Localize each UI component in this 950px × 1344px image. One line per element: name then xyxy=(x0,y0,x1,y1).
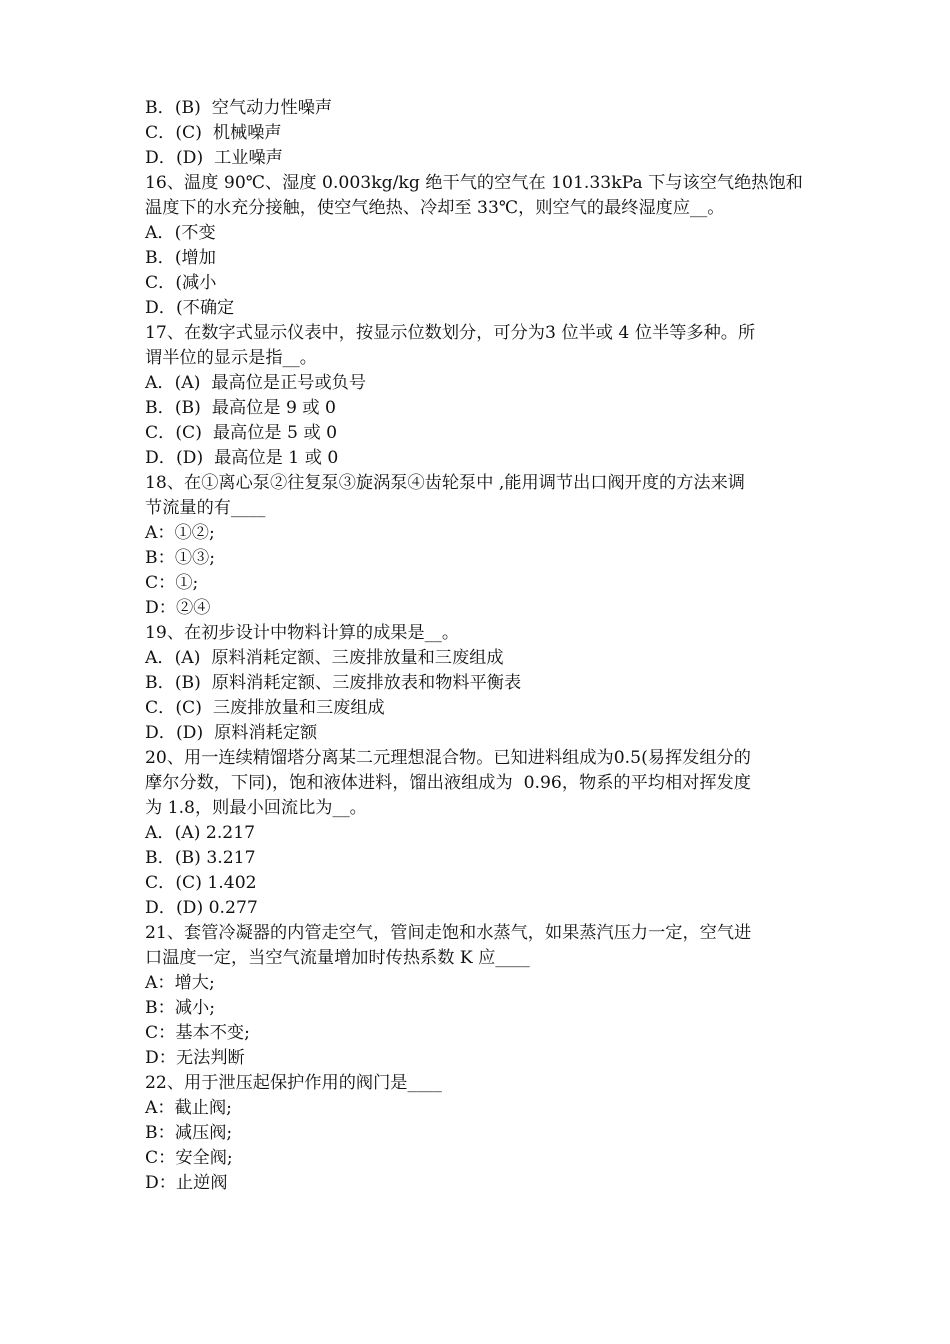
option-line: B：减小; xyxy=(145,998,215,1018)
option-line: A：①②; xyxy=(145,523,215,543)
option-line: D．(D) 0.277 xyxy=(145,898,258,918)
option-line: A：截止阀; xyxy=(145,1098,232,1118)
question-19-text: 19、在初步设计中物料计算的成果是__。 xyxy=(145,623,460,643)
option-line: C：安全阀; xyxy=(145,1148,233,1168)
question-21-text: 口温度一定，当空气流量增加时传热系数 K 应____ xyxy=(145,948,530,968)
question-17-text: 17、在数字式显示仪表中，按显示位数划分，可分为3 位半或 4 位半等多种。所 xyxy=(145,323,756,343)
option-line: A．(A) 原料消耗定额、三废排放量和三废组成 xyxy=(145,648,504,668)
option-line: B．(B) 最高位是 9 或 0 xyxy=(145,398,336,418)
option-line: C．(C) 1.402 xyxy=(145,873,257,893)
option-line: D．(D) 最高位是 1 或 0 xyxy=(145,448,339,468)
option-line: A．(A) 最高位是正号或负号 xyxy=(145,373,367,393)
question-21-text: 21、套管冷凝器的内管走空气，管间走饱和水蒸气，如果蒸汽压力一定，空气进 xyxy=(145,923,752,943)
question-18-text: 18、在①离心泵②往复泵③旋涡泵④齿轮泵中 ,能用调节出口阀开度的方法来调 xyxy=(145,473,745,493)
option-line: C：①; xyxy=(145,573,199,593)
option-line: B：①③; xyxy=(145,548,215,568)
option-line: D．(不确定 xyxy=(145,298,235,318)
option-line: B．(增加 xyxy=(145,248,216,268)
option-line: D：无法判断 xyxy=(145,1048,245,1068)
question-20-text: 20、用一连续精馏塔分离某二元理想混合物。已知进料组成为0.5(易挥发组分的 xyxy=(145,748,751,768)
option-line: C．(减小 xyxy=(145,273,217,293)
option-line: D：止逆阀 xyxy=(145,1173,228,1193)
option-line: B．(B) 3.217 xyxy=(145,848,256,868)
option-line: D：②④ xyxy=(145,598,211,618)
option-line: A．(A) 2.217 xyxy=(145,823,256,843)
option-line: B．(B) 空气动力性噪声 xyxy=(145,98,333,118)
question-20-text: 摩尔分数，下同)，饱和液体进料，馏出液组成为 0.96，物系的平均相对挥发度 xyxy=(145,773,751,793)
option-line: C．(C) 三废排放量和三废组成 xyxy=(145,698,385,718)
question-22-text: 22、用于泄压起保护作用的阀门是____ xyxy=(145,1073,442,1093)
option-line: C．(C) 机械噪声 xyxy=(145,123,282,143)
option-line: D．(D) 工业噪声 xyxy=(145,148,283,168)
question-20-text: 为 1.8，则最小回流比为__。 xyxy=(145,798,367,818)
document-page xyxy=(145,96,820,1196)
question-16-text: 16、温度 90℃、湿度 0.003kg/kg 绝干气的空气在 101.33kPa 下与该空气绝热饱和 xyxy=(145,173,803,193)
option-line: A．(不变 xyxy=(145,223,216,243)
question-17-text: 谓半位的显示是指__。 xyxy=(145,348,317,368)
question-18-text: 节流量的有____ xyxy=(145,498,266,518)
option-line: D．(D) 原料消耗定额 xyxy=(145,723,318,743)
option-line: C．(C) 最高位是 5 或 0 xyxy=(145,423,338,443)
question-16-text: 温度下的水充分接触，使空气绝热、冷却至 33℃，则空气的最终湿度应__。 xyxy=(145,198,725,218)
option-line: A：增大; xyxy=(145,973,215,993)
option-line: C：基本不变; xyxy=(145,1023,250,1043)
option-line: B：减压阀; xyxy=(145,1123,233,1143)
option-line: B．(B) 原料消耗定额、三废排放表和物料平衡表 xyxy=(145,673,522,693)
